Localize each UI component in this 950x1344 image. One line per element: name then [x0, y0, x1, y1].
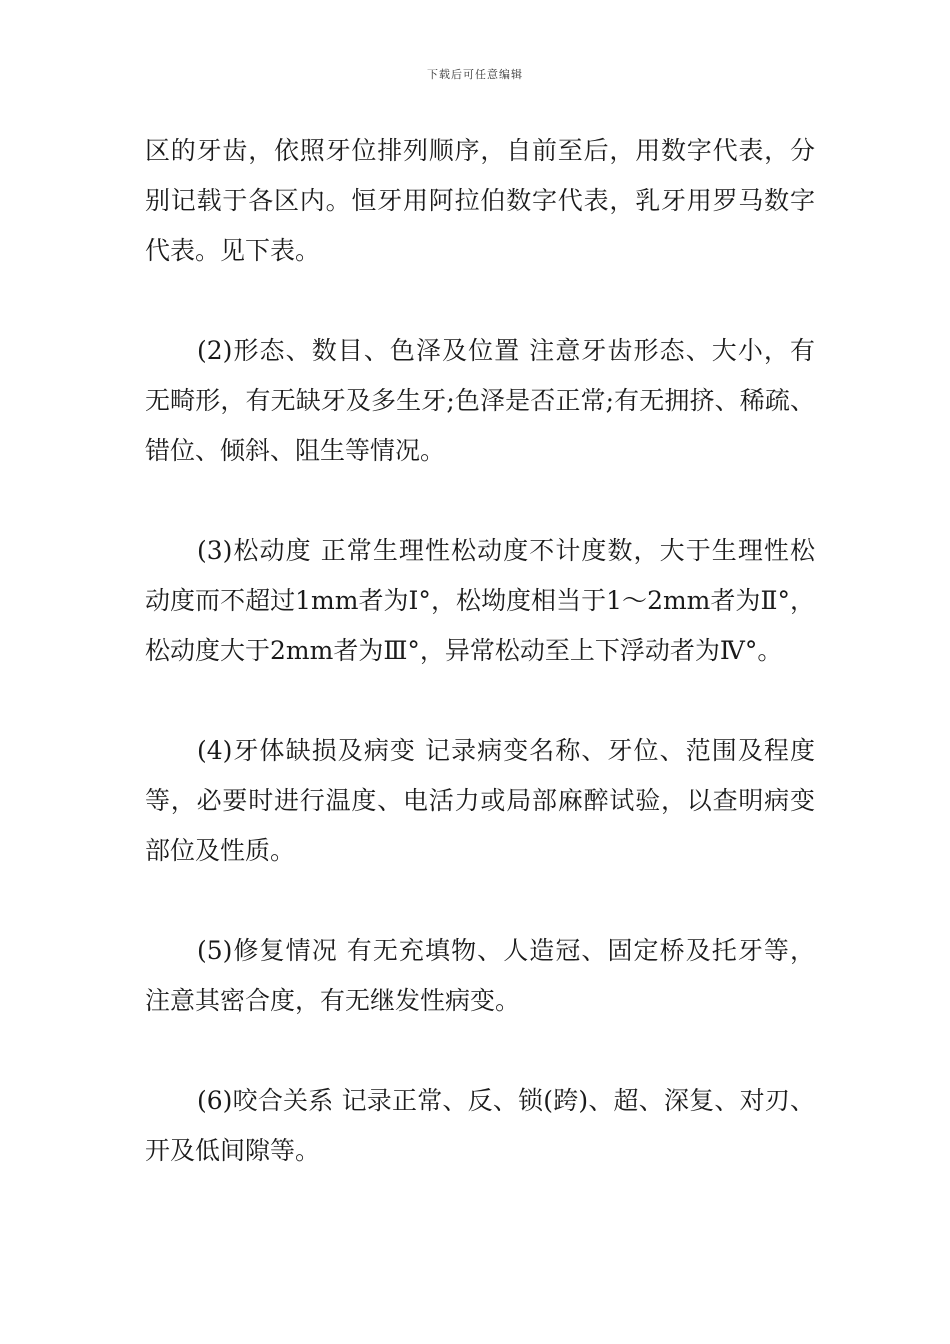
page-header: 下载后可任意编辑 [427, 68, 523, 81]
paragraph-4: (4)牙体缺损及病变 记录病变名称、牙位、范围及程度等，必要时进行温度、电活力或局部麻醉试验，以查明病变部位及性质。 [145, 736, 815, 865]
paragraph-2: (2)形态、数目、色泽及位置 注意牙齿形态、大小，有无畸形，有无缺牙及多生牙;色泽是否正常;有无拥挤、稀疏、错位、倾斜、阻生等情况。 [145, 336, 815, 465]
paragraph-gap [145, 1026, 815, 1076]
paragraph-gap [145, 676, 815, 726]
paragraph-gap [145, 276, 815, 326]
paragraph-3: (3)松动度 正常生理性松动度不计度数，大于生理性松动度而不超过1mm者为Ⅰ°，松坳度相当于1～2mm者为Ⅱ°，松动度大于2mm者为Ⅲ°，异常松动至上下浮动者为Ⅳ°。 [145, 536, 815, 665]
paragraph-6: (6)咬合关系 记录正常、反、锁(跨)、超、深复、对刃、开及低间隙等。 [145, 1086, 815, 1165]
paragraph-gap [145, 476, 815, 526]
document-body [145, 126, 815, 1176]
paragraph-1: 区的牙齿，依照牙位排列顺序，自前至后，用数字代表，分别记载于各区内。恒牙用阿拉伯数字代表，乳牙用罗马数字代表。见下表。 [145, 136, 815, 265]
paragraph-gap [145, 876, 815, 926]
paragraph-5: (5)修复情况 有无充填物、人造冠、固定桥及托牙等，注意其密合度，有无继发性病变。 [145, 936, 815, 1015]
